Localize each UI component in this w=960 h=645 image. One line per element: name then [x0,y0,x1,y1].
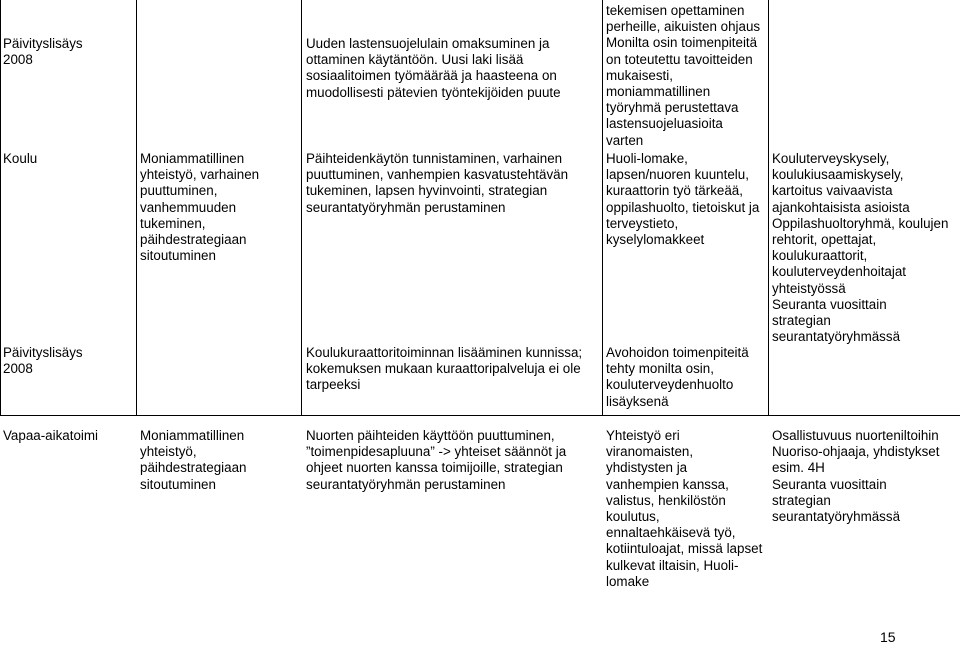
table-divider-col4 [602,0,603,416]
revision-note-top: Päivityslisäys 2008 [3,36,83,68]
vapaa-measures-cell: Nuorten päihteiden käyttöön puuttuminen, ”toimenpidesapluuna” -> yhteiset säännöt ja ohjeet nuorten kanssa toimijoille, strategian seurantatyöryhmän perustaminen [306,428,567,492]
page-number: 15 [880,629,896,645]
koulu-status-cell: Huoli-lomake, lapsen/nuoren kuuntelu, kuraattorin työ tärkeää, oppilashuolto, tietoiskut ja terveystieto, kyselylomakkeet [606,151,760,248]
vapaa-status-cell: Yhteistyö eri viranomaisten, yhdistysten ja vanhempien kanssa, valistus, henkilöstön koulutus, ennaltaehkäisevä työ, kotiintuloajat, missä lapset kulkevat iltaisin, Huoli- lomake [606,428,763,589]
lastensuojelulaki-cell: Uuden lastensuojelulain omaksuminen ja ottaminen käytäntöön. Uusi laki lisää sosiaalitoimen työmäärää ja haasteena on muodollisesti pätevien työntekijöiden puute [306,36,561,100]
row-label-vapaa-aikatoimi: Vapaa-aikatoimi [3,428,99,443]
row-label-koulu: Koulu [3,151,38,166]
table-divider-col5 [768,0,769,416]
table-border-left [0,0,1,416]
table-divider-col2 [136,0,137,416]
vapaa-followup-cell: Osallistuvuus nuorteniltoihin Nuoriso-ohjaaja, yhdistykset esim. 4H Seuranta vuosittain strategian seurantatyöryhmässä [772,428,940,525]
koulukuraattori-cell: Koulukuraattoritoiminnan lisääminen kunnissa; kokemuksen mukaan kuraattoripalveluja ei ole tarpeeksi [306,345,583,393]
koulu-measures-cell: Päihteidenkäytön tunnistaminen, varhainen puuttuminen, vanhempien kasvatustehtävän tukeminen, lapsen hyvinvointi, strategian seurantatyöryhmän perustaminen [306,151,569,215]
status-top-cell: tekemisen opettaminen perheille, aikuisten ohjaus Monilta osin toimenpiteitä on toteutettu tavoitteiden mukaisesti, moniammatillinen työryhmä perustettava lastensuojeluasioita varten [606,3,761,148]
revision-note-bottom: Päivityslisäys 2008 [3,345,83,377]
table-divider-col3 [301,0,302,416]
avohoito-status-cell: Avohoidon toimenpiteitä tehty monilta osin, kouluterveydenhuolto lisäyksenä [606,345,749,409]
vapaa-goal-cell: Moniammatillinen yhteistyö, päihdestrategiaan sitoutuminen [140,428,247,492]
koulu-goal-cell: Moniammatillinen yhteistyö, varhainen puuttuminen, vanhemmuuden tukeminen, päihdestrategiaan sitoutuminen [140,151,260,264]
koulu-followup-cell: Kouluterveyskysely, koulukiusaamiskysely, kartoitus vaivaavista ajankohtaisista asioista Oppilashuoltoryhmä, koulujen rehtorit, opettajat, koulukuraattorit, kouluterveydenhoitajat yhteistyössä Seuranta vuosittain strategian seurantatyöryhmässä [772,151,949,345]
table-row-separator [0,415,960,416]
